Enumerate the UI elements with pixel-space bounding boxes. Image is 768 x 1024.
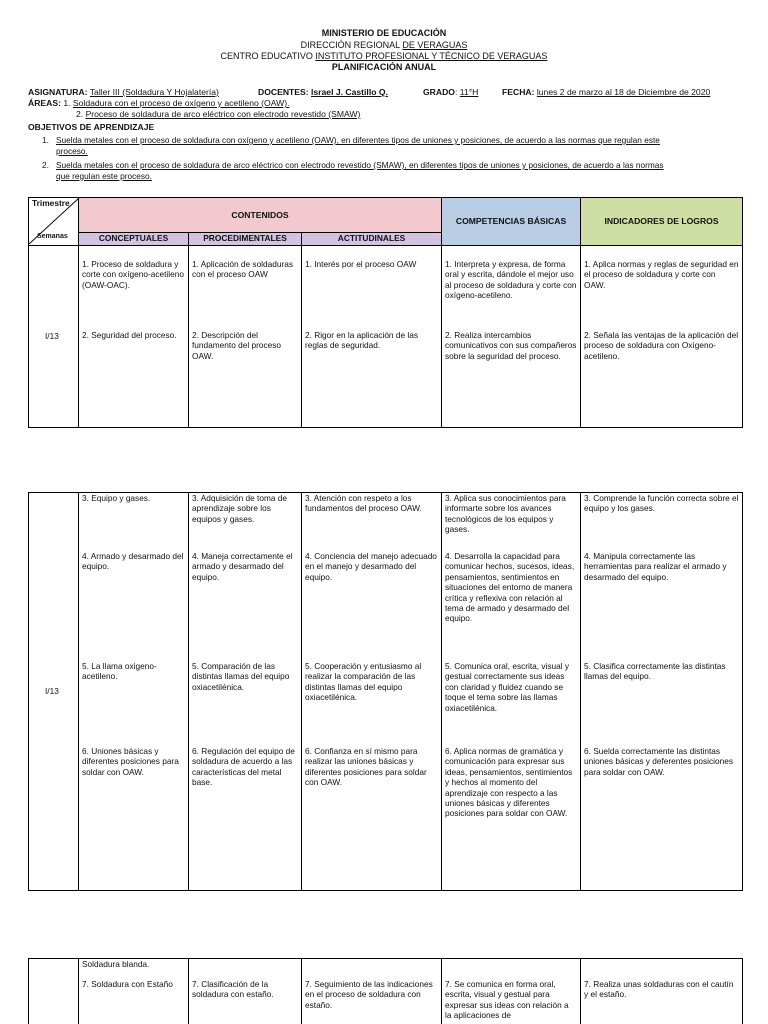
planning-table-1 — [28, 197, 743, 428]
meta-line — [28, 87, 219, 98]
docentes-label: DOCENTES: — [258, 87, 309, 97]
area2-text: Proceso de soldadura de arco eléctrico con electrodo revestido (SMAW) — [85, 109, 361, 119]
educational-center — [0, 51, 768, 62]
actitudinales-cell — [302, 959, 442, 1024]
areas-line-2 — [76, 109, 360, 120]
table-row-text: 4. Conciencia del manejo adecuado en el manejo y desarmado del equipo. — [305, 551, 437, 582]
planning-table-3 — [28, 958, 743, 1024]
indicadores-cell — [581, 959, 743, 1024]
table-row-text: 5. Comunica oral, escrita, visual y gestual correctamente sus ideas con claridad y fluidez cuando se toque el tema sobre las llamas oxiacetilénica. — [445, 661, 570, 713]
plan-title: PLANIFICACIÓN ANUAL — [331, 62, 437, 72]
period-cell: I/13 — [29, 246, 79, 428]
region-name: DE VERAGUAS — [402, 40, 468, 50]
period-cell — [29, 959, 79, 1024]
center-prefix: CENTRO EDUCATIVO — [220, 51, 316, 61]
table-row-text: 3. Adquisición de toma de aprendizaje sobre los equipos y gases. — [192, 493, 288, 524]
competencias-header: COMPETENCIAS BÁSICAS — [442, 198, 581, 246]
objetivos-title: OBJETIVOS DE APRENDIZAJE — [28, 122, 155, 132]
conceptuales-cell — [79, 246, 189, 428]
period-cell: I/13 — [29, 493, 79, 891]
table-row-text: 2. Seguridad del proceso. — [82, 330, 177, 340]
grado: GRADO: 11°H — [423, 87, 479, 97]
fecha-label: FECHA: — [502, 87, 535, 97]
grado-value: 11°H — [459, 87, 479, 97]
table-row-text: 3. Equipo y gases. — [82, 493, 151, 503]
table-row-text: 6. Aplica normas de gramática y comunicación para expresar sus ideas, pensamientos, sentimientos y hechos al momento del aprendizaje con respecto a las uniones básicas y diferentes posiciones para soldar con OAW. — [445, 746, 573, 819]
table-row-text: 1. Aplica normas y reglas de seguridad en el proceso de soldadura y corte con OAW. — [584, 259, 739, 290]
table-row-text: 1. Interés por el proceso OAW — [305, 259, 417, 269]
trimestre-label: Trimestre — [32, 198, 70, 208]
actitudinales-cell — [302, 493, 442, 891]
table-row-text: 4. Manipula correctamente las herramientas para realizar el armado y desarmado del equipo. — [584, 551, 727, 582]
areas-label: ÁREAS: — [28, 98, 61, 108]
table-row-text: 7. Soldadura con Estaño — [82, 979, 173, 989]
table-row-text: 2. Descripción del fundamento del proceso OAW. — [192, 330, 282, 361]
center-name: INSTITUTO PROFESIONAL Y TÉCNICO DE VERAGUAS — [315, 51, 548, 61]
procedimentales-cell — [189, 959, 302, 1024]
table-row-text: Soldadura blanda. — [82, 959, 150, 969]
table-row-text: 6. Uniones básicas y diferentes posiciones para soldar con OAW. — [82, 746, 179, 777]
area1-text: Soldadura con el proceso de oxígeno y acetileno (OAW). — [72, 98, 290, 108]
objetivo-2-line1: Suelda metales con el proceso de soldadura de arco eléctrico con electrodo revestido (SMAW), en diferentes tipos de uniones y posiciones, de acuerdo a las normas — [56, 160, 664, 170]
conceptuales-cell — [79, 493, 189, 891]
actitudinales-cell — [302, 246, 442, 428]
table-row-text: 6. Suelda correctamente las distintas uniones básicas y deferentes posiciones para soldar con OAW. — [584, 746, 733, 777]
area1-num: 1. — [63, 98, 71, 108]
actitudinales-header: ACTITUDINALES — [302, 233, 442, 246]
table-row-text: 7. Se comunica en forma oral, escrita, visual y gestual para expresar sus ideas con relación a la aplicaciones de — [445, 979, 569, 1021]
table-row-text: 7. Clasificación de la soldadura con estaño. — [192, 979, 274, 1000]
procedimentales-cell — [189, 493, 302, 891]
semanas-label: Semanas — [37, 232, 68, 240]
table-row-text: 2. Realiza intercambios comunicativos con sus compañeros sobre la seguridad del proceso. — [445, 330, 577, 361]
objetivo-1-num: 1. — [42, 135, 49, 145]
conceptuales-cell — [79, 959, 189, 1024]
indicadores-cell — [581, 246, 743, 428]
table-row-text: 5. La llama oxigeno-acetileno. — [82, 661, 157, 682]
objetivo-1-line2: proceso. — [56, 146, 88, 156]
trimestre-header — [29, 198, 79, 246]
table-row-text: 1. Interpreta y expresa, de forma oral y escrita, dándole el mejor uso al proceso de soldadura y corte con oxígeno-acetileno. — [445, 259, 577, 301]
table-row-text: 5. Comparación de las distintas llamas del equipo oxiacetilénica. — [192, 661, 290, 692]
areas-line-1 — [28, 98, 289, 109]
table-row-text: 1. Aplicación de soldaduras con el proceso OAW — [192, 259, 294, 280]
docentes — [258, 87, 388, 98]
table-row-text: 5. Clasifica correctamente las distintas llamas del equipo. — [584, 661, 726, 682]
competencias-cell — [442, 246, 581, 428]
competencias-cell — [442, 959, 581, 1024]
region-prefix: DIRECCIÓN REGIONAL — [300, 40, 403, 50]
objetivo-2-num: 2. — [42, 160, 49, 170]
table-row-text: 4. Maneja correctamente el armado y desarmado del equipo. — [192, 551, 293, 582]
regional-direction — [0, 40, 768, 51]
table-row-text: 3. Aplica sus conocimientos para informarte sobre los avances tecnológicos de los equipos y gases. — [445, 493, 566, 535]
table-row-text: 1. Proceso de soldadura y corte con oxígeno-acetileno (OAW-OAC). — [82, 259, 184, 290]
table-row-text: 7. Realiza unas soldaduras con el cautín y el estaño. — [584, 979, 734, 1000]
table-row-text: 3. Comprende la función correcta sobre el equipo y los gases. — [584, 493, 739, 514]
table-row-text: 4. Armado y desarmado del equipo. — [82, 551, 184, 572]
table-row-text: 3. Atención con respeto a los fundamentos del proceso OAW. — [305, 493, 422, 514]
ministry-title: MINISTERIO DE EDUCACIÓN — [321, 28, 447, 38]
table-row-text: 4. Desarrolla la capacidad para comunicar hechos, sucesos, ideas, pensamientos, sentimientos en situaciones del entorno de manera crítica y reflexiva con relación al tema de armado y desarmado del equipo. — [445, 551, 575, 624]
procedimentales-header: PROCEDIMENTALES — [189, 233, 302, 246]
table-row-text: 7. Seguimiento de las indicaciones en el proceso de soldadura con estaño. — [305, 979, 433, 1010]
fecha — [502, 87, 710, 98]
indicadores-header: INDICADORES DE LOGROS — [581, 198, 743, 246]
competencias-cell — [442, 493, 581, 891]
conceptuales-header: CONCEPTUALES — [79, 233, 189, 246]
grado-label: GRADO — [423, 87, 455, 97]
table-row-text: 6. Regulación del equipo de soldadura de acuerdo a las características del metal base. — [192, 746, 295, 788]
objetivo-2-line2: que regulan este proceso. — [56, 171, 152, 181]
table-row-text: 6. Confianza en sí mismo para realizar las uniones básicas y diferentes posiciones para soldar con OAW. — [305, 746, 427, 788]
docentes-value: Israel J. Castillo Q. — [311, 87, 388, 97]
contenidos-header: CONTENIDOS — [79, 198, 442, 233]
objetivo-1-line1: Suelda metales con el proceso de soldadura con oxígeno y acetileno (OAW), en diferentes tipos de uniones y posiciones, de acuerdo a las normas que regulan este — [56, 135, 660, 145]
asignatura-label: ASIGNATURA: — [28, 87, 88, 97]
procedimentales-cell — [189, 246, 302, 428]
asignatura-value: Taller III (Soldadura Y Hojalatería) — [89, 87, 219, 97]
area2-num: 2. — [76, 109, 84, 119]
table-row-text: 2. Rigor en la aplicación de las reglas de seguridad. — [305, 330, 418, 351]
table-row-text: 5. Cooperación y entusiasmo al realizar la comparación de las distintas llamas del equipo oxiacetilénica. — [305, 661, 422, 703]
fecha-value: lunes 2 de marzo al 18 de Diciembre de 2020 — [536, 87, 711, 97]
planning-table-2 — [28, 492, 743, 891]
indicadores-cell — [581, 493, 743, 891]
table-row-text: 2. Señala las ventajas de la aplicación del proceso de soldadura con Oxígeno-acetileno. — [584, 330, 739, 361]
